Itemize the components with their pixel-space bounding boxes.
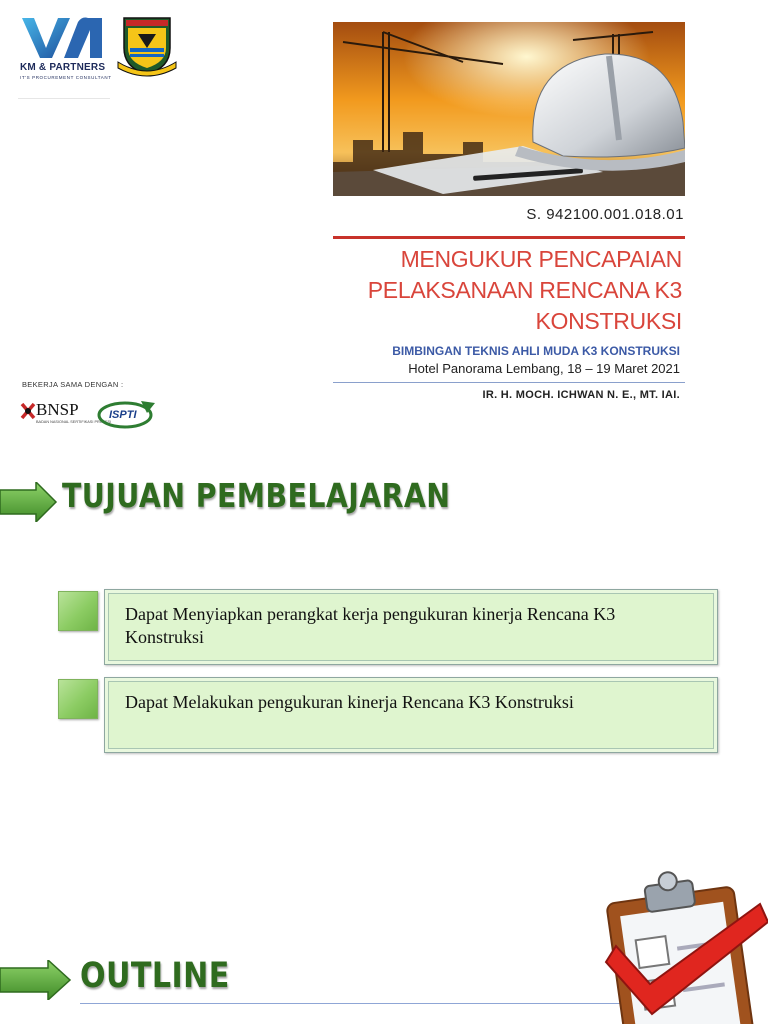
objective-text: Dapat Menyiapkan perangkat kerja pengukuran kinerja Rencana K3 Konstruksi [125, 604, 616, 647]
construction-helmet-photo [333, 22, 685, 196]
module-code: S. 942100.001.018.01 [526, 206, 684, 223]
green-square-bullet-icon [58, 679, 98, 719]
section-title: TUJUAN PEMBELAJARAN [62, 476, 451, 515]
outline-title: OUTLINE [80, 956, 230, 996]
slide-title [322, 244, 682, 337]
clipboard-check-icon [592, 864, 768, 1024]
outline-divider [80, 1003, 630, 1004]
bnsp-name: BNSP [36, 400, 79, 419]
cooperation-label: BEKERJA SAMA DENGAN : [22, 380, 124, 389]
author-divider [333, 382, 685, 383]
title-line-1: MENGUKUR PENCAPAIAN [400, 246, 682, 272]
event-location-date: Hotel Panorama Lembang, 18 – 19 Maret 2021 [408, 361, 680, 376]
section-heading-objectives [0, 476, 768, 536]
objective-item [58, 677, 720, 753]
km-partners-logo [18, 14, 112, 84]
objective-text: Dapat Melakukan pengukuran kinerja Rencana K3 Konstruksi [125, 692, 574, 712]
slide-subtitle: BIMBINGAN TEKNIS AHLI MUDA K3 KONSTRUKSI [392, 344, 680, 358]
title-divider [333, 236, 685, 239]
ispti-name: ISPTI [109, 409, 137, 421]
objective-box [104, 589, 718, 665]
bnsp-logo [20, 400, 112, 428]
objective-item [58, 589, 720, 665]
title-line-2: PELAKSANAAN RENCANA K3 [367, 277, 682, 303]
title-line-3: KONSTRUKSI [535, 308, 682, 334]
ispti-logo [97, 397, 157, 429]
green-arrow-icon [0, 960, 72, 1000]
green-arrow-icon [0, 482, 58, 522]
km-partners-tagline: IT'S PROCUREMENT CONSULTANT [20, 75, 112, 80]
km-partners-name: KM & PARTNERS [20, 62, 106, 73]
presenter-name: IR. H. MOCH. ICHWAN N. E., MT. IAI. [482, 389, 680, 401]
bnsp-subtitle: BADAN NASIONAL SERTIFIKASI PROFESI [36, 420, 112, 424]
objective-box [104, 677, 718, 753]
logo-divider [18, 98, 110, 99]
regional-crest-icon [116, 14, 178, 78]
green-square-bullet-icon [58, 591, 98, 631]
title-slide [0, 0, 768, 445]
